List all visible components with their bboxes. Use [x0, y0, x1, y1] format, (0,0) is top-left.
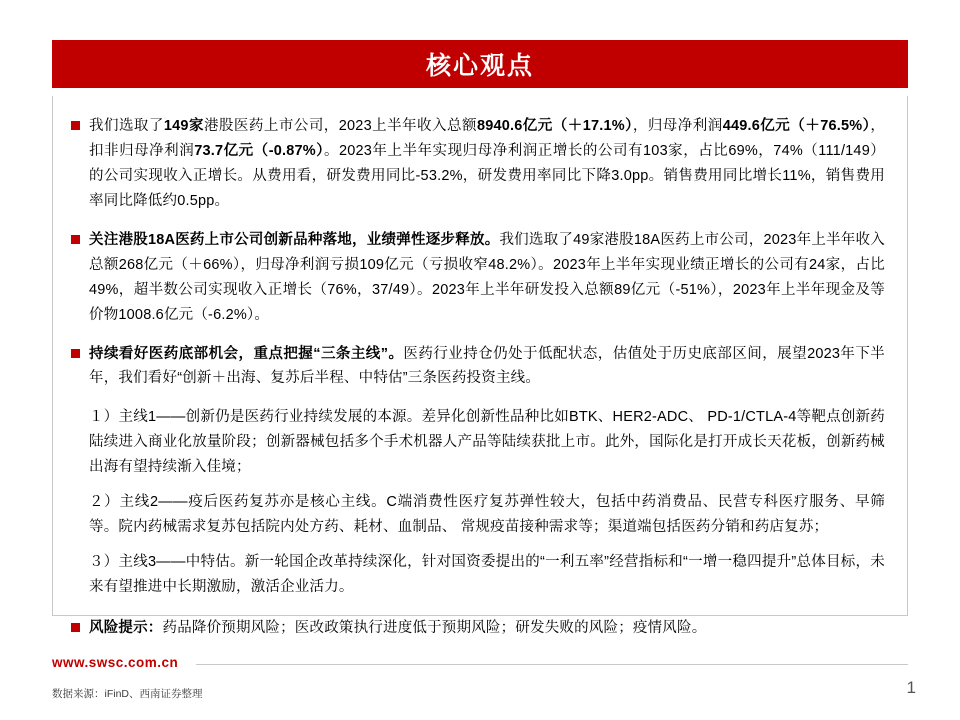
risk-text: 风险提示：药品降价预期风险；医改政策执行进度低于预期风险；研发失败的风险；疫情风险。	[89, 619, 707, 636]
page-title: 核心观点	[425, 52, 534, 80]
main-line-3: ３）主线3——中特估。新一轮国企改革持续深化，针对国资委提出的“一利五率”经营指标和“一增一稳四提升”总体目标，未来有望推进中长期激励，激活企业活力。	[89, 554, 885, 595]
bullet-item	[71, 342, 885, 392]
page-number: 1	[906, 678, 916, 697]
risk-item	[71, 616, 885, 641]
square-bullet-icon	[71, 121, 80, 130]
main-line-2: ２）主线2——疫后医药复苏亦是核心主线。C端消费性医疗复苏弹性较大，包括中药消费品、民营专科医疗服务、早筛等。院内药械需求复苏包括院内处方药、耗材、血制品、 常规疫苗接种需求等；渠道端包括医药分销和药店复苏；	[89, 494, 885, 536]
bullet-text-1: 我们选取了149家港股医药上市公司，2023上半年收入总额8940.6亿元（＋17.1%），归母净利润449.6亿元（＋76.5%），扣非归母净利润73.7亿元（-0.87%）。2023年上半年实现归母净利润正增长的公司有103家，占比69%，74%（111/149）的公司实现收入正增长。从费用看，研发费用同比-53.2%，研发费用率同比下降3.0pp。销售费用同比增长11%，销售费用率同比降低约0.5pp。	[89, 118, 886, 209]
main-line-1: １）主线1——创新仍是医药行业持续发展的本源。差异化创新性品种比如BTK、HER2-ADC、 PD-1/CTLA-4等靶点创新药陆续进入商业化放量阶段；创新器械包括多个手术机器人产品等陆续获批上市。此外，国际化是打开成长天花板，创新药械出海有望持续渐入佳境；	[89, 409, 885, 476]
content-frame	[52, 96, 908, 636]
bullet-text-2: 关注港股18A医药上市公司创新品种落地，业绩弹性逐步释放。我们选取了49家港股18A医药上市公司，2023年上半年收入总额268亿元（＋66%），归母净利润亏损109亿元（亏损收窄48.2%）。2023年上半年实现业绩正增长的公司有24家，占比49%，超半数公司实现收入正增长（76%，37/49）。2023年上半年研发投入总额89亿元（-51%），2023年上半年现金及等价物1008.6亿元（-6.2%）。	[89, 231, 885, 323]
square-bullet-icon	[71, 235, 80, 244]
footer-divider	[196, 664, 908, 665]
bullet-item	[71, 228, 885, 328]
bullet-text-3: 持续看好医药底部机会，重点把握“三条主线”。医药行业持仓仍处于低配状态，估值处于历史底部区间，展望2023年下半年，我们看好“创新＋出海、复苏后半程、中特估”三条医药投资主线。	[89, 345, 885, 387]
slide-header-band	[52, 40, 908, 88]
square-bullet-icon	[71, 349, 80, 358]
footer-url[interactable]: www.swsc.com.cn	[52, 655, 179, 670]
bullet-item	[71, 114, 885, 214]
footer-source: 数据来源：iFinD、西南证券整理	[52, 688, 203, 700]
square-bullet-icon	[71, 623, 80, 632]
